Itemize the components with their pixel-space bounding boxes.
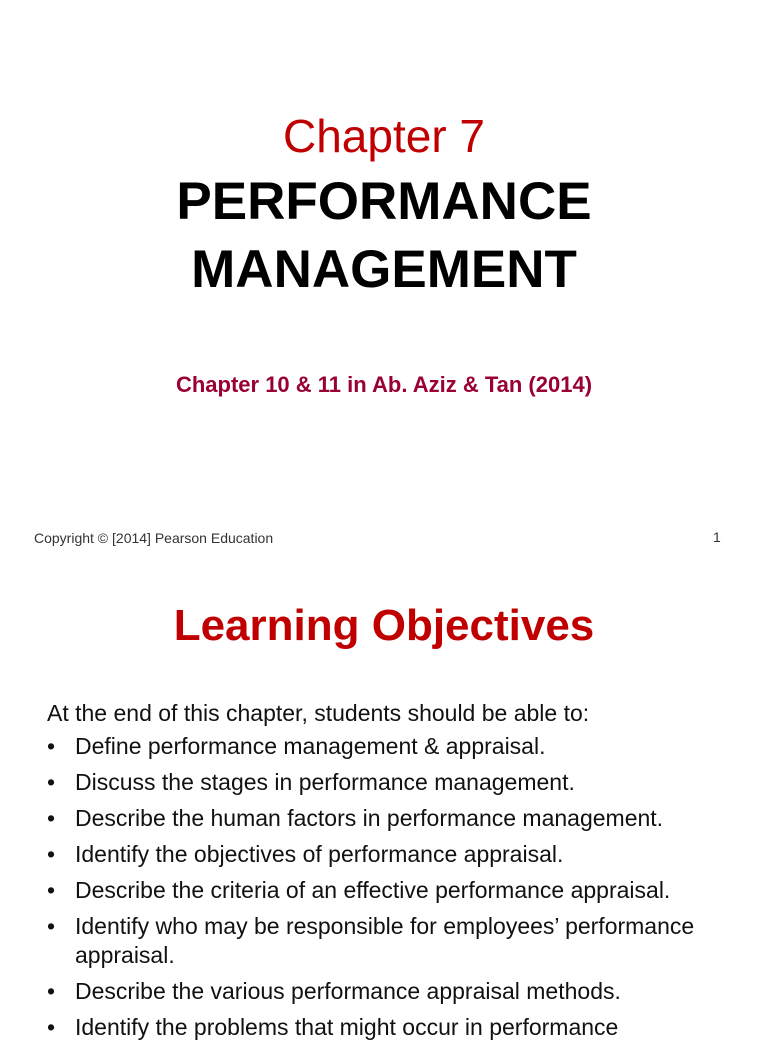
bullet-icon: • <box>47 877 56 903</box>
bullet-icon: • <box>47 733 56 759</box>
objective-item <box>47 912 747 970</box>
bullet-icon: • <box>47 805 56 831</box>
objectives-list <box>47 732 747 1049</box>
objective-text: Identify who may be responsible for employees’ performance appraisal. <box>75 913 695 968</box>
objective-text: Identify the objectives of performance appraisal. <box>75 841 564 867</box>
chapter-title-line-1: PERFORMANCE <box>176 172 592 231</box>
objective-item <box>47 840 747 869</box>
copyright-notice: Copyright © [2014] Pearson Education <box>34 530 274 546</box>
bullet-icon: • <box>47 769 56 795</box>
objective-item <box>47 732 747 761</box>
objective-item <box>47 804 747 833</box>
chapter-title <box>0 168 768 304</box>
objective-text: Discuss the stages in performance management. <box>75 769 575 795</box>
objective-text: Describe the criteria of an effective performance appraisal. <box>75 877 671 903</box>
objective-text: Describe the human factors in performance management. <box>75 805 664 831</box>
chapter-title-line-2: MANAGEMENT <box>191 240 577 299</box>
objectives-intro: At the end of this chapter, students should be able to: <box>47 700 590 726</box>
objective-item <box>47 768 747 797</box>
objectives-slide <box>0 576 768 1040</box>
bullet-icon: • <box>47 1014 56 1040</box>
objective-text: Define performance management & appraisal. <box>75 733 546 759</box>
objective-text: Identify the problems that might occur in performance <box>75 1014 619 1040</box>
chapter-label: Chapter 7 <box>282 110 485 162</box>
objective-item <box>47 977 747 1006</box>
page-number: 1 <box>713 529 721 545</box>
textbook-reference: Chapter 10 & 11 in Ab. Aziz & Tan (2014) <box>175 372 593 397</box>
bullet-icon: • <box>47 913 56 939</box>
objective-item <box>47 1013 747 1042</box>
bullet-icon: • <box>47 841 56 867</box>
objective-text: Describe the various performance appraisal methods. <box>75 978 621 1004</box>
bullet-icon: • <box>47 978 56 1004</box>
objectives-title: Learning Objectives <box>173 601 595 650</box>
objective-item <box>47 876 747 905</box>
